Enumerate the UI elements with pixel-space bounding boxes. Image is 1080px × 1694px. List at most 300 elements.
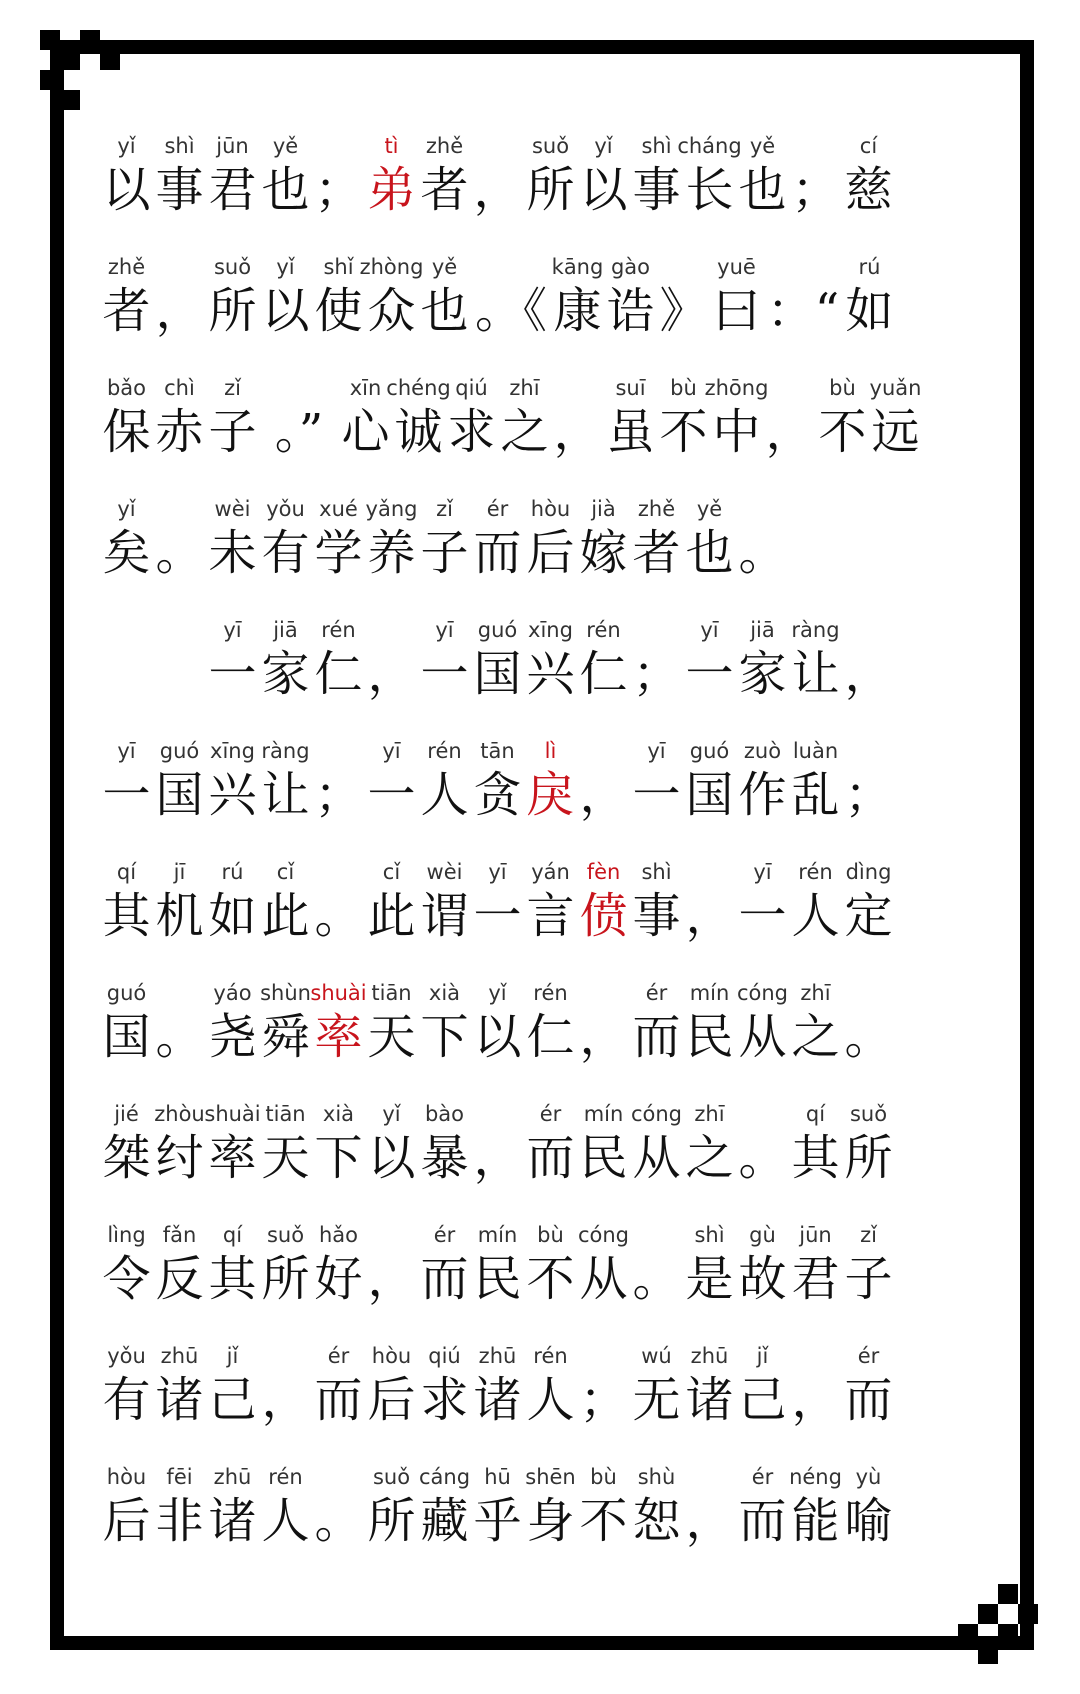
hanzi-character: 后 — [526, 525, 575, 581]
pinyin-annotation: jié — [114, 1102, 139, 1126]
punctuation-glyph: ， — [473, 1130, 522, 1186]
ruby-character — [471, 1464, 524, 1552]
punctuation-glyph: 。《 — [474, 283, 547, 339]
hanzi-character: 也 — [261, 162, 310, 218]
ruby-character — [736, 738, 789, 826]
pinyin-annotation: gào — [610, 255, 651, 279]
punctuation-mark — [471, 133, 524, 221]
ruby-character — [365, 1101, 418, 1189]
pinyin-annotation: yuē — [717, 255, 756, 279]
punctuation-glyph: ； — [632, 646, 681, 702]
pinyin-annotation: bǎo — [106, 376, 147, 400]
pinyin-annotation: yě — [696, 497, 723, 521]
ruby-character — [630, 980, 683, 1068]
pinyin-annotation: wèi — [214, 497, 251, 521]
hanzi-character: 后 — [102, 1493, 151, 1549]
text-line — [100, 584, 980, 705]
hanzi-character: 君 — [791, 1251, 840, 1307]
ruby-character — [418, 1464, 471, 1552]
pinyin-annotation: yǐ — [594, 134, 613, 158]
punctuation-glyph: ； — [844, 767, 893, 823]
punctuation-mark — [153, 496, 206, 584]
pinyin-annotation: suǒ — [372, 1465, 411, 1489]
punctuation-mark — [153, 980, 206, 1068]
pinyin-annotation: suǒ — [531, 134, 570, 158]
hanzi-character: 诸 — [473, 1372, 522, 1428]
pinyin-annotation: rú — [858, 255, 881, 279]
ruby-character — [418, 1343, 471, 1431]
ruby-character — [869, 375, 922, 463]
hanzi-character: 让 — [791, 646, 840, 702]
pinyin-annotation: zhōng — [704, 376, 769, 400]
hanzi-character: 长 — [685, 162, 734, 218]
punctuation-glyph: 。 — [738, 525, 787, 581]
ruby-character — [683, 738, 736, 826]
ruby-character — [365, 1464, 418, 1552]
hanzi-character: 不 — [659, 404, 708, 460]
hanzi-character: 令 — [102, 1251, 151, 1307]
pinyin-annotation: tiān — [371, 981, 412, 1005]
ruby-character — [100, 375, 153, 463]
pinyin-annotation: yě — [431, 255, 458, 279]
pinyin-annotation: rén — [533, 981, 568, 1005]
pinyin-annotation: luàn — [792, 739, 839, 763]
punctuation-mark — [577, 980, 630, 1068]
hanzi-character: 民 — [579, 1130, 628, 1186]
ruby-character — [577, 1464, 630, 1552]
hanzi-character: 养 — [367, 525, 416, 581]
pinyin-annotation: yǐ — [488, 981, 507, 1005]
hanzi-character: 是 — [685, 1251, 734, 1307]
hanzi-character: 其 — [791, 1130, 840, 1186]
pinyin-annotation: guó — [477, 618, 518, 642]
ruby-character — [206, 496, 259, 584]
ruby-character — [842, 859, 895, 947]
text-line — [100, 1068, 980, 1189]
ruby-character — [259, 1464, 312, 1552]
ruby-character — [259, 496, 312, 584]
ruby-character — [365, 1343, 418, 1431]
pinyin-annotation: yī — [488, 860, 507, 884]
ruby-character — [677, 133, 742, 221]
ruby-character — [657, 375, 710, 463]
punctuation-glyph: 。 — [155, 525, 204, 581]
hanzi-character: 者 — [632, 525, 681, 581]
ruby-character — [816, 375, 869, 463]
ruby-character — [100, 1343, 153, 1431]
punctuation-glyph: ， — [155, 283, 204, 339]
pinyin-annotation: ràng — [791, 618, 840, 642]
hanzi-character: 率 — [208, 1130, 257, 1186]
ruby-character — [471, 1343, 524, 1431]
ruby-character — [683, 1101, 736, 1189]
punctuation-glyph: ， — [367, 1251, 416, 1307]
punctuation-glyph: 。 — [314, 1493, 363, 1549]
hanzi-character: 所 — [208, 283, 257, 339]
ruby-character — [630, 859, 683, 947]
ruby-character — [471, 738, 524, 826]
ruby-character — [842, 1222, 895, 1310]
pinyin-annotation: tiān — [265, 1102, 306, 1126]
pinyin-annotation: cóng — [577, 1223, 630, 1247]
hanzi-character: 之 — [685, 1130, 734, 1186]
punctuation-glyph: 。 — [632, 1251, 681, 1307]
hanzi-character: 恕 — [632, 1493, 681, 1549]
pinyin-annotation: rú — [221, 860, 244, 884]
pinyin-annotation: xīn — [349, 376, 382, 400]
hanzi-character: 之 — [791, 1009, 840, 1065]
punctuation-glyph: ， — [367, 646, 416, 702]
ruby-character — [259, 1222, 312, 1310]
ruby-character — [736, 133, 789, 221]
hanzi-character: 其 — [102, 888, 151, 944]
punctuation-mark — [551, 375, 604, 463]
text-line — [100, 705, 980, 826]
ruby-character — [312, 496, 365, 584]
punctuation-glyph: 。 — [155, 1009, 204, 1065]
ruby-character — [418, 980, 471, 1068]
hanzi-character: 如 — [845, 283, 894, 339]
ruby-character — [736, 859, 789, 947]
hanzi-character: 舜 — [261, 1009, 310, 1065]
hanzi-character: 之 — [500, 404, 549, 460]
pinyin-annotation: zǐ — [436, 497, 453, 521]
hanzi-character: 子 — [420, 525, 469, 581]
pinyin-annotation: shù — [637, 1465, 676, 1489]
hanzi-character: 后 — [367, 1372, 416, 1428]
ruby-character — [365, 738, 418, 826]
pinyin-annotation: hòu — [371, 1344, 412, 1368]
ruby-character — [206, 133, 259, 221]
ruby-character — [100, 980, 153, 1068]
ruby-character — [100, 133, 153, 221]
pinyin-annotation: suǒ — [213, 255, 252, 279]
ruby-character — [100, 254, 153, 342]
ruby-character — [842, 133, 895, 221]
hanzi-character: 以 — [102, 162, 151, 218]
punctuation-mark — [657, 254, 710, 342]
ruby-character — [524, 1222, 577, 1310]
hanzi-character: 而 — [738, 1493, 787, 1549]
pinyin-annotation: zǐ — [224, 376, 241, 400]
ruby-character — [153, 1464, 206, 1552]
ruby-character — [842, 1464, 895, 1552]
pinyin-annotation: wú — [641, 1344, 672, 1368]
hanzi-character: 诸 — [155, 1372, 204, 1428]
punctuation-glyph: ， — [791, 1372, 840, 1428]
punctuation-mark — [312, 738, 365, 826]
pinyin-annotation: shì — [164, 134, 195, 158]
pinyin-annotation: yǐ — [382, 1102, 401, 1126]
ruby-character — [312, 1343, 365, 1431]
hanzi-character: 乱 — [791, 767, 840, 823]
pinyin-annotation: yǐ — [276, 255, 295, 279]
ruby-character — [259, 980, 312, 1068]
punctuation-glyph: 。 — [844, 1009, 893, 1065]
pinyin-annotation: rén — [586, 618, 621, 642]
hanzi-character: 国 — [473, 646, 522, 702]
pinyin-annotation: zhòng — [359, 255, 424, 279]
hanzi-character: 能 — [791, 1493, 840, 1549]
pinyin-annotation: ér — [433, 1223, 456, 1247]
ruby-character — [471, 496, 524, 584]
punctuation-mark — [312, 133, 365, 221]
pinyin-annotation: suī — [615, 376, 646, 400]
punctuation-glyph: ； — [791, 162, 840, 218]
hanzi-character: 其 — [208, 1251, 257, 1307]
ruby-character — [577, 133, 630, 221]
ruby-character — [445, 375, 498, 463]
hanzi-character: 而 — [526, 1130, 575, 1186]
pinyin-annotation: rén — [321, 618, 356, 642]
punctuation-mark — [630, 617, 683, 705]
ruby-character — [524, 980, 577, 1068]
pinyin-annotation: shēn — [525, 1465, 576, 1489]
pinyin-annotation: mín — [477, 1223, 518, 1247]
pinyin-annotation: yán — [531, 860, 570, 884]
ruby-character — [418, 738, 471, 826]
punctuation-mark — [365, 617, 418, 705]
ruby-character — [683, 1343, 736, 1431]
hanzi-character: 尧 — [208, 1009, 257, 1065]
ruby-character — [710, 254, 763, 342]
ruby-character — [630, 738, 683, 826]
punctuation-glyph: ； — [314, 162, 363, 218]
hanzi-character: 言 — [526, 888, 575, 944]
hanzi-character: 康 — [553, 283, 602, 339]
hanzi-character: 心 — [341, 404, 390, 460]
hanzi-character: 也 — [738, 162, 787, 218]
ruby-character — [789, 1222, 842, 1310]
pinyin-annotation: qí — [805, 1102, 826, 1126]
hanzi-character: 一 — [685, 646, 734, 702]
hanzi-character: 诸 — [685, 1372, 734, 1428]
punctuation-glyph: 。 — [314, 888, 363, 944]
punctuation-glyph: ， — [579, 767, 628, 823]
pinyin-annotation: xué — [319, 497, 358, 521]
ruby-character — [736, 1222, 789, 1310]
hanzi-character: 戾 — [526, 767, 575, 823]
pinyin-annotation: yǒu — [266, 497, 305, 521]
pinyin-annotation: shùn — [260, 981, 311, 1005]
ruby-character — [365, 133, 418, 221]
ruby-character — [206, 1222, 259, 1310]
punctuation-mark — [471, 1101, 524, 1189]
ruby-character — [789, 1464, 842, 1552]
pinyin-annotation: cí — [859, 134, 878, 158]
hanzi-character: 而 — [314, 1372, 363, 1428]
ruby-character — [418, 496, 471, 584]
hanzi-character: 诰 — [606, 283, 655, 339]
hanzi-character: 所 — [367, 1493, 416, 1549]
pinyin-annotation: chì — [164, 376, 195, 400]
pinyin-annotation: bù — [829, 376, 856, 400]
ruby-character — [524, 1464, 577, 1552]
pinyin-annotation: xīng — [528, 618, 573, 642]
pinyin-annotation: cǐ — [382, 860, 401, 884]
hanzi-character: 人 — [420, 767, 469, 823]
ruby-character — [577, 496, 630, 584]
punctuation-mark — [763, 375, 816, 463]
punctuation-mark — [630, 1222, 683, 1310]
hanzi-character: 诚 — [394, 404, 443, 460]
hanzi-character: 不 — [579, 1493, 628, 1549]
hanzi-character: 远 — [871, 404, 920, 460]
pinyin-annotation: shì — [641, 134, 672, 158]
pinyin-annotation: lìng — [107, 1223, 146, 1247]
pinyin-annotation: zhě — [107, 255, 146, 279]
ruby-character — [604, 254, 657, 342]
hanzi-character: 贪 — [473, 767, 522, 823]
punctuation-mark — [259, 375, 339, 463]
ruby-character — [206, 980, 259, 1068]
hanzi-character: 天 — [261, 1130, 310, 1186]
hanzi-character: 赤 — [155, 404, 204, 460]
pinyin-annotation: yǐ — [117, 134, 136, 158]
ruby-character — [312, 1222, 365, 1310]
ruby-character — [524, 859, 577, 947]
punctuation-mark — [312, 1464, 365, 1552]
punctuation-mark — [577, 1343, 630, 1431]
punctuation-glyph: ， — [844, 646, 893, 702]
pinyin-annotation: guó — [689, 739, 730, 763]
hanzi-character: 下 — [314, 1130, 363, 1186]
pinyin-annotation: mín — [689, 981, 730, 1005]
pinyin-annotation: gù — [749, 1223, 776, 1247]
hanzi-character: 有 — [261, 525, 310, 581]
ruby-character — [630, 1101, 683, 1189]
pinyin-annotation: chéng — [386, 376, 451, 400]
ruby-character — [100, 496, 153, 584]
ruby-character — [736, 1464, 789, 1552]
ruby-character — [153, 133, 206, 221]
pinyin-annotation: jǐ — [226, 1344, 239, 1368]
ruby-character — [206, 1343, 259, 1431]
pinyin-annotation: wèi — [426, 860, 463, 884]
pinyin-annotation: cǐ — [276, 860, 295, 884]
pinyin-annotation: xià — [322, 1102, 355, 1126]
pinyin-annotation: yī — [435, 618, 454, 642]
ruby-character — [259, 617, 312, 705]
hanzi-character: 有 — [102, 1372, 151, 1428]
pinyin-annotation: ràng — [261, 739, 310, 763]
pinyin-annotation: xià — [428, 981, 461, 1005]
pinyin-annotation: yuǎn — [869, 376, 922, 400]
text-line — [100, 463, 980, 584]
hanzi-character: 如 — [208, 888, 257, 944]
ruby-character — [604, 375, 657, 463]
pinyin-annotation: yī — [647, 739, 666, 763]
ruby-character — [789, 1101, 842, 1189]
ruby-character — [153, 738, 206, 826]
pinyin-annotation: fèn — [586, 860, 621, 884]
pinyin-annotation: zhū — [213, 1465, 252, 1489]
pinyin-annotation: shì — [641, 860, 672, 884]
hanzi-character: 民 — [685, 1009, 734, 1065]
pinyin-annotation: cháng — [677, 134, 742, 158]
pinyin-annotation: tān — [480, 739, 515, 763]
hanzi-character: 乎 — [473, 1493, 522, 1549]
ruby-character — [789, 617, 842, 705]
hanzi-character: 一 — [473, 888, 522, 944]
hanzi-character: 学 — [314, 525, 363, 581]
punctuation-glyph: ， — [685, 1493, 734, 1549]
hanzi-character: 人 — [526, 1372, 575, 1428]
ruby-character — [206, 1464, 259, 1552]
ruby-character — [789, 980, 842, 1068]
punctuation-mark — [763, 254, 843, 342]
hanzi-character: 以 — [261, 283, 310, 339]
hanzi-character: 而 — [632, 1009, 681, 1065]
punctuation-mark — [842, 980, 895, 1068]
hanzi-character: 作 — [738, 767, 787, 823]
hanzi-character: 君 — [208, 162, 257, 218]
ruby-character — [359, 254, 424, 342]
pinyin-annotation: kāng — [551, 255, 604, 279]
pinyin-annotation: shuài — [204, 1102, 261, 1126]
pinyin-annotation: suǒ — [849, 1102, 888, 1126]
text-line — [100, 947, 980, 1068]
text-line — [100, 342, 980, 463]
hanzi-character: 仁 — [526, 1009, 575, 1065]
pinyin-annotation: zhī — [509, 376, 540, 400]
pinyin-annotation: dìng — [845, 860, 892, 884]
hanzi-character: 谓 — [420, 888, 469, 944]
hanzi-character: 下 — [420, 1009, 469, 1065]
hanzi-character: 无 — [632, 1372, 681, 1428]
pinyin-annotation: yī — [117, 739, 136, 763]
punctuation-glyph: 》 — [659, 283, 708, 339]
pinyin-annotation: fēi — [166, 1465, 193, 1489]
pinyin-annotation: hòu — [106, 1465, 147, 1489]
punctuation-mark — [789, 1343, 842, 1431]
hanzi-character: 以 — [367, 1130, 416, 1186]
hanzi-character: 曰 — [712, 283, 761, 339]
pinyin-annotation: tì — [384, 134, 399, 158]
punctuation-mark — [153, 254, 206, 342]
pinyin-annotation: xīng — [210, 739, 255, 763]
pinyin-annotation: zuò — [743, 739, 782, 763]
ruby-character — [736, 617, 789, 705]
hanzi-character: 暴 — [420, 1130, 469, 1186]
hanzi-character: 所 — [844, 1130, 893, 1186]
hanzi-character: 不 — [526, 1251, 575, 1307]
punctuation-mark — [736, 1101, 789, 1189]
punctuation-mark — [683, 859, 736, 947]
ruby-character — [206, 617, 259, 705]
ruby-character — [704, 375, 769, 463]
hanzi-character: 定 — [844, 888, 893, 944]
hanzi-character: 使 — [314, 283, 363, 339]
hanzi-character: 者 — [102, 283, 151, 339]
ruby-character — [206, 254, 259, 342]
pinyin-annotation: yáo — [213, 981, 252, 1005]
hanzi-character: 以 — [473, 1009, 522, 1065]
pinyin-annotation: néng — [789, 1465, 842, 1489]
pinyin-annotation: jūn — [799, 1223, 832, 1247]
pinyin-annotation: qí — [116, 860, 137, 884]
ruby-character — [683, 617, 736, 705]
hanzi-character: 此 — [261, 888, 310, 944]
ruby-character — [577, 859, 630, 947]
hanzi-character: 天 — [367, 1009, 416, 1065]
pinyin-annotation: jǐ — [756, 1344, 769, 1368]
ruby-character — [577, 1222, 630, 1310]
ruby-character — [259, 859, 312, 947]
pinyin-annotation: guó — [106, 981, 147, 1005]
ruby-character — [524, 738, 577, 826]
ruby-character — [683, 496, 736, 584]
